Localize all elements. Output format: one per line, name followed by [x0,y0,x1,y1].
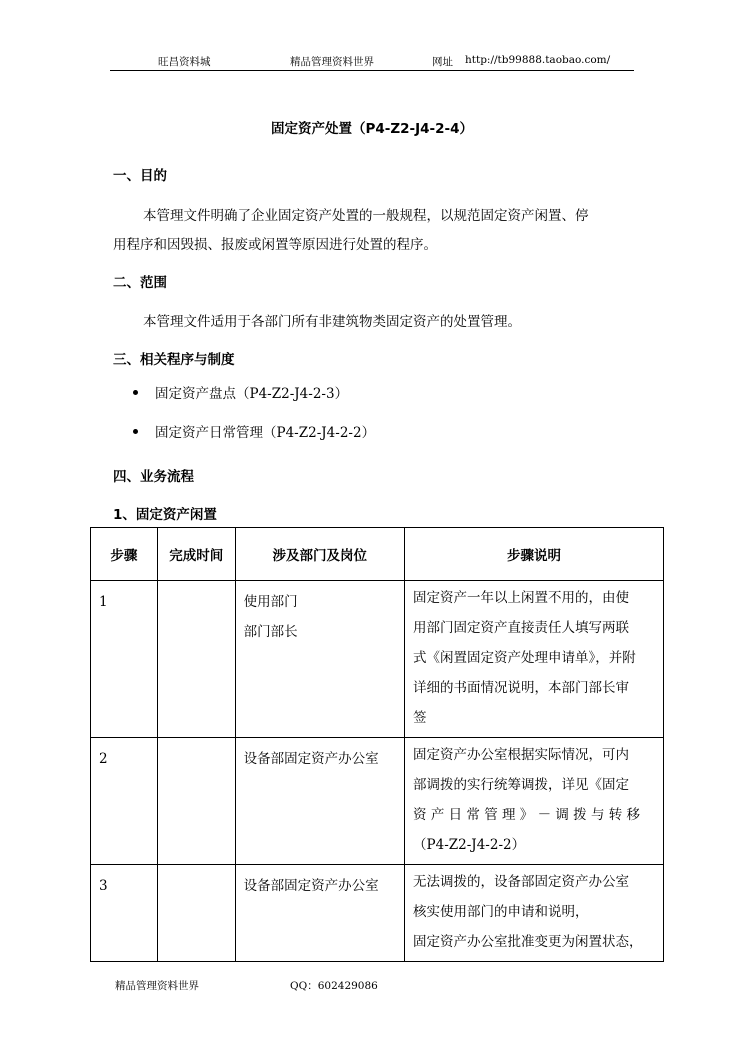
section-related-heading: 三、相关程序与制度 [113,352,235,368]
table-header-row [91,528,664,581]
cell-dept [235,738,404,865]
desc-line: 核实使用部门的申请和说明， [413,904,589,920]
col-header-desc: 步骤说明 [405,528,664,581]
dept-line: 部门部长 [243,624,298,640]
header-url-link[interactable]: http://tb99888.taobao.com/ [465,54,611,66]
process-table [90,527,664,962]
cell-time [157,865,235,962]
bullet-icon [133,390,138,395]
cell-dept [235,865,404,962]
related-item-text: 固定资产日常管理（P4-Z2-J4-2-2） [155,425,376,441]
desc-line: 资 产 日 常 管 理 》 － 调 拨 与 转 移 [413,807,641,823]
cell-step: 3 [91,865,158,962]
table-row [91,738,664,865]
desc-line: 固定资产办公室根据实际情况，可内 [413,747,630,763]
purpose-line-1: 本管理文件明确了企业固定资产处置的一般规程，以规范固定资产闲置、停 [143,208,589,224]
desc-line: 固定资产办公室批准变更为闲置状态， [413,934,643,950]
cell-desc [405,581,664,738]
desc-line: 详细的书面情况说明，本部门部长审 [413,680,630,696]
desc-line: 部调拨的实行统筹调拨，详见《固定 [413,777,630,793]
desc-line: （P4-Z2-J4-2-2） [413,837,526,853]
header-url-label: 网址 [432,56,453,68]
section-scope-heading: 二、范围 [113,275,167,291]
section-flow-heading: 四、业务流程 [113,469,194,485]
col-header-time: 完成时间 [157,528,235,581]
dept-line: 设备部固定资产办公室 [243,878,379,894]
flow-subheading: 1、固定资产闲置 [113,507,217,523]
related-item [133,421,375,441]
col-header-step: 步骤 [91,528,158,581]
cell-dept [235,581,404,738]
page-header [110,52,634,71]
col-header-dept: 涉及部门及岗位 [235,528,404,581]
cell-desc [405,738,664,865]
desc-line: 用部门固定资产直接责任人填写两联 [413,620,630,636]
cell-desc [405,865,664,962]
header-center: 精品管理资料世界 [290,56,374,68]
related-item [133,382,348,402]
desc-line: 固定资产一年以上闲置不用的，由使 [413,590,630,606]
footer-left: 精品管理资料世界 [115,980,199,992]
desc-line: 签 [413,710,427,726]
section-purpose-heading: 一、目的 [113,168,167,184]
cell-step: 2 [91,738,158,865]
cell-step: 1 [91,581,158,738]
cell-time [157,738,235,865]
header-left: 旺昌资料城 [158,56,211,68]
desc-line: 无法调拨的，设备部固定资产办公室 [413,874,630,890]
dept-line: 使用部门 [243,594,298,610]
document-title: 固定资产处置（P4-Z2-J4-2-4） [270,121,474,137]
table-row [91,865,664,962]
footer-qq: QQ：602429086 [290,980,378,992]
dept-line: 设备部固定资产办公室 [243,751,379,767]
scope-text: 本管理文件适用于各部门所有非建筑物类固定资产的处置管理。 [143,314,521,330]
cell-time [157,581,235,738]
table-row [91,581,664,738]
related-item-text: 固定资产盘点（P4-Z2-J4-2-3） [155,386,349,402]
desc-line: 式《闲置固定资产处理申请单》，并附 [413,650,636,666]
bullet-icon [133,429,138,434]
purpose-line-2: 用程序和因毁损、报废或闲置等原因进行处置的程序。 [113,237,437,253]
